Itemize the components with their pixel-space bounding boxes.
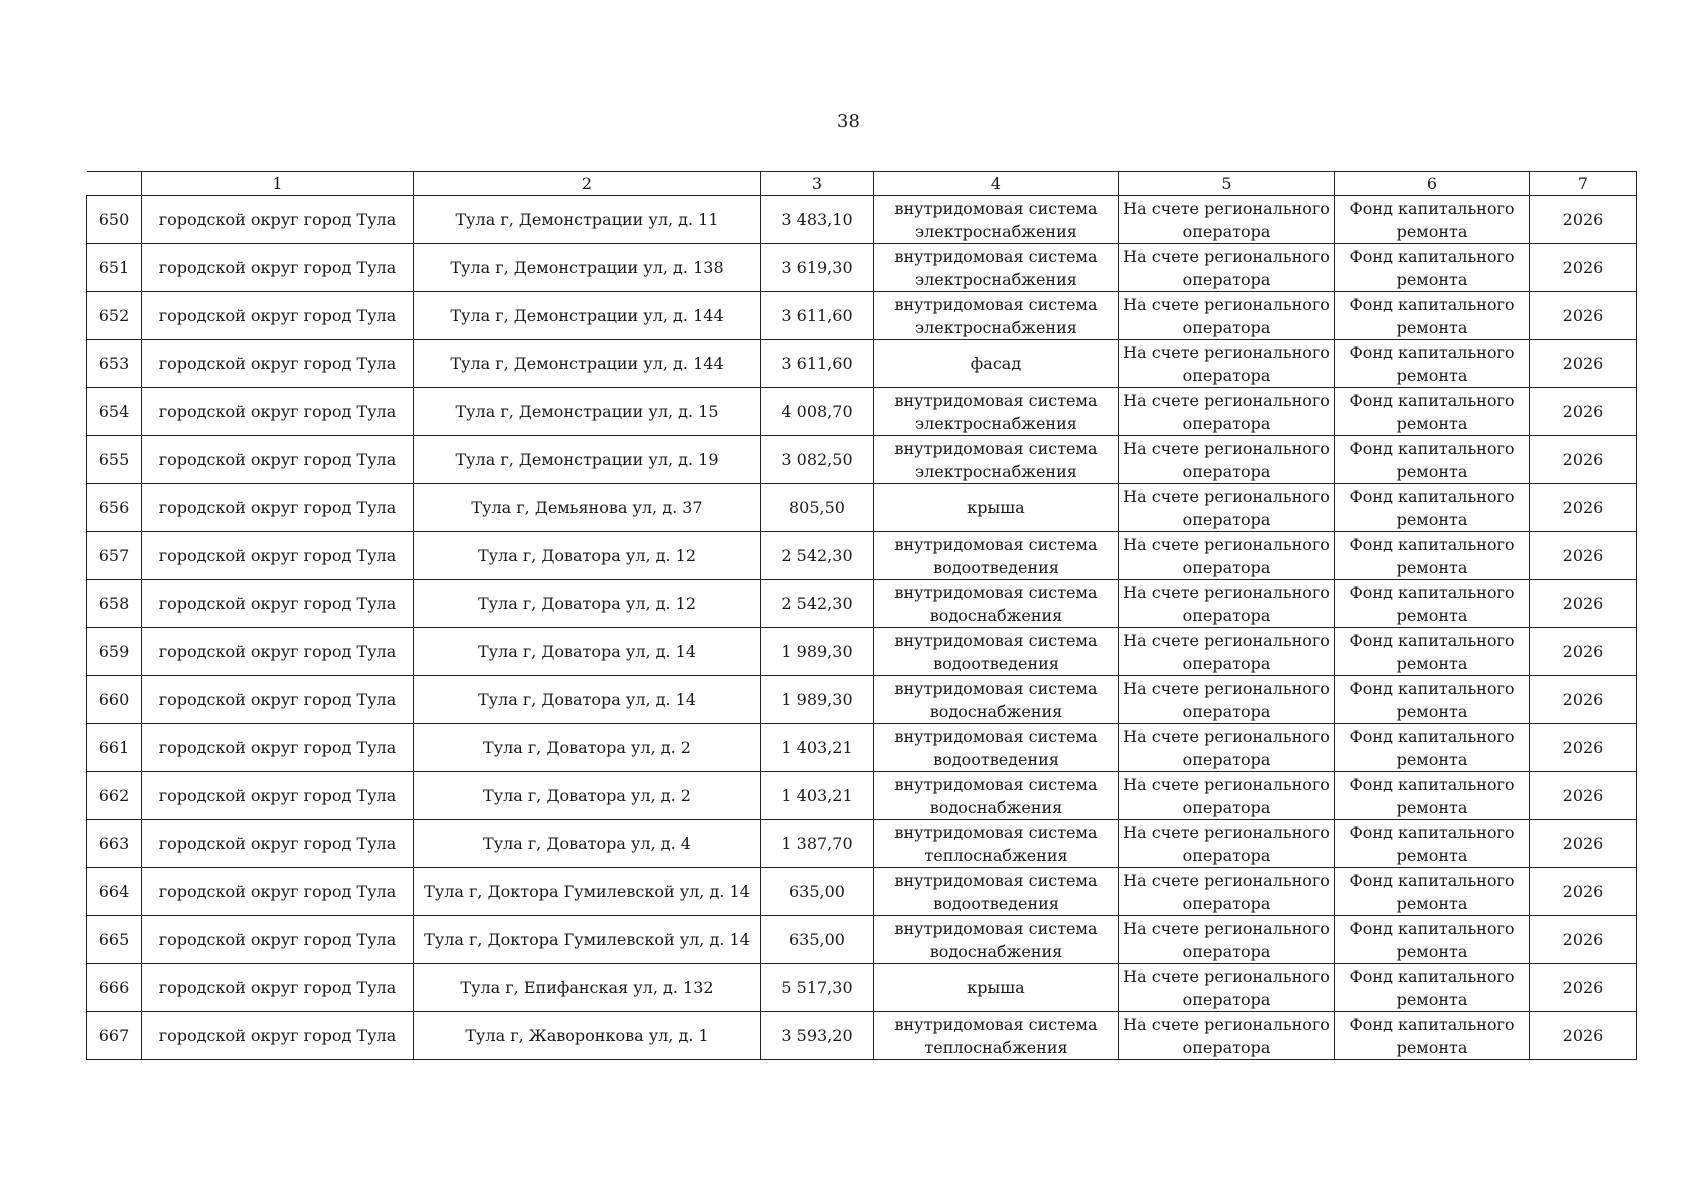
account-cell: На счете регионального оператора	[1119, 532, 1335, 580]
account-cell: На счете регионального оператора	[1119, 676, 1335, 724]
table-row	[87, 772, 1637, 820]
address-cell: Тула г, Доктора Гумилевской ул, д. 14	[414, 916, 761, 964]
funding-source-cell: Фонд капитального ремонта	[1335, 484, 1530, 532]
table-row	[87, 676, 1637, 724]
repair-element-cell: внутридомовая система водоотведения	[874, 724, 1119, 772]
repair-element-cell: внутридомовая система водоснабжения	[874, 772, 1119, 820]
area-cell: 635,00	[761, 868, 874, 916]
address-cell: Тула г, Доватора ул, д. 12	[414, 580, 761, 628]
municipality-cell: городской округ город Тула	[142, 388, 414, 436]
table-row	[87, 340, 1637, 388]
area-cell: 3 611,60	[761, 340, 874, 388]
year-cell: 2026	[1530, 724, 1637, 772]
column-header-blank	[87, 172, 142, 196]
address-cell: Тула г, Демонстрации ул, д. 144	[414, 292, 761, 340]
row-number-cell: 666	[87, 964, 142, 1012]
repair-element-cell: внутридомовая система водоотведения	[874, 628, 1119, 676]
year-cell: 2026	[1530, 868, 1637, 916]
year-cell: 2026	[1530, 916, 1637, 964]
address-cell: Тула г, Демонстрации ул, д. 144	[414, 340, 761, 388]
account-cell: На счете регионального оператора	[1119, 580, 1335, 628]
year-cell: 2026	[1530, 1012, 1637, 1060]
address-cell: Тула г, Жаворонкова ул, д. 1	[414, 1012, 761, 1060]
column-header-1: 1	[142, 172, 414, 196]
row-number-cell: 659	[87, 628, 142, 676]
repair-element-cell: внутридомовая система электроснабжения	[874, 292, 1119, 340]
repair-element-cell: внутридомовая система теплоснабжения	[874, 820, 1119, 868]
column-header-2: 2	[414, 172, 761, 196]
funding-source-cell: Фонд капитального ремонта	[1335, 820, 1530, 868]
address-cell: Тула г, Доватора ул, д. 14	[414, 628, 761, 676]
table-row	[87, 916, 1637, 964]
table-row	[87, 628, 1637, 676]
repair-element-cell: крыша	[874, 964, 1119, 1012]
row-number-cell: 651	[87, 244, 142, 292]
repair-element-cell: внутридомовая система электроснабжения	[874, 196, 1119, 244]
row-number-cell: 665	[87, 916, 142, 964]
address-cell: Тула г, Доватора ул, д. 12	[414, 532, 761, 580]
repair-element-cell: внутридомовая система электроснабжения	[874, 244, 1119, 292]
table-row	[87, 964, 1637, 1012]
row-number-cell: 654	[87, 388, 142, 436]
table-row	[87, 292, 1637, 340]
funding-source-cell: Фонд капитального ремонта	[1335, 628, 1530, 676]
table-row	[87, 484, 1637, 532]
year-cell: 2026	[1530, 196, 1637, 244]
year-cell: 2026	[1530, 820, 1637, 868]
repair-element-cell: фасад	[874, 340, 1119, 388]
repair-element-cell: внутридомовая система водоотведения	[874, 868, 1119, 916]
column-header-7: 7	[1530, 172, 1637, 196]
account-cell: На счете регионального оператора	[1119, 964, 1335, 1012]
registry-table	[86, 171, 1637, 1060]
table-row	[87, 868, 1637, 916]
municipality-cell: городской округ город Тула	[142, 532, 414, 580]
area-cell: 1 403,21	[761, 772, 874, 820]
municipality-cell: городской округ город Тула	[142, 1012, 414, 1060]
municipality-cell: городской округ город Тула	[142, 484, 414, 532]
address-cell: Тула г, Епифанская ул, д. 132	[414, 964, 761, 1012]
area-cell: 1 989,30	[761, 628, 874, 676]
account-cell: На счете регионального оператора	[1119, 1012, 1335, 1060]
funding-source-cell: Фонд капитального ремонта	[1335, 964, 1530, 1012]
year-cell: 2026	[1530, 580, 1637, 628]
year-cell: 2026	[1530, 292, 1637, 340]
municipality-cell: городской округ город Тула	[142, 868, 414, 916]
account-cell: На счете регионального оператора	[1119, 244, 1335, 292]
table-row	[87, 580, 1637, 628]
year-cell: 2026	[1530, 436, 1637, 484]
address-cell: Тула г, Демьянова ул, д. 37	[414, 484, 761, 532]
repair-element-cell: крыша	[874, 484, 1119, 532]
table-row	[87, 436, 1637, 484]
year-cell: 2026	[1530, 532, 1637, 580]
address-cell: Тула г, Доватора ул, д. 4	[414, 820, 761, 868]
municipality-cell: городской округ город Тула	[142, 292, 414, 340]
address-cell: Тула г, Доватора ул, д. 14	[414, 676, 761, 724]
area-cell: 3 483,10	[761, 196, 874, 244]
row-number-cell: 652	[87, 292, 142, 340]
account-cell: На счете регионального оператора	[1119, 292, 1335, 340]
column-number-header-row	[87, 172, 1637, 196]
area-cell: 2 542,30	[761, 532, 874, 580]
funding-source-cell: Фонд капитального ремонта	[1335, 580, 1530, 628]
year-cell: 2026	[1530, 388, 1637, 436]
funding-source-cell: Фонд капитального ремонта	[1335, 916, 1530, 964]
table-row	[87, 196, 1637, 244]
municipality-cell: городской округ город Тула	[142, 676, 414, 724]
funding-source-cell: Фонд капитального ремонта	[1335, 772, 1530, 820]
repair-element-cell: внутридомовая система водоотведения	[874, 532, 1119, 580]
repair-element-cell: внутридомовая система водоснабжения	[874, 916, 1119, 964]
row-number-cell: 658	[87, 580, 142, 628]
column-header-6: 6	[1335, 172, 1530, 196]
area-cell: 3 593,20	[761, 1012, 874, 1060]
area-cell: 3 611,60	[761, 292, 874, 340]
area-cell: 1 989,30	[761, 676, 874, 724]
row-number-cell: 653	[87, 340, 142, 388]
row-number-cell: 667	[87, 1012, 142, 1060]
funding-source-cell: Фонд капитального ремонта	[1335, 196, 1530, 244]
municipality-cell: городской округ город Тула	[142, 196, 414, 244]
account-cell: На счете регионального оператора	[1119, 436, 1335, 484]
repair-element-cell: внутридомовая система водоснабжения	[874, 676, 1119, 724]
page-number: 38	[837, 111, 860, 132]
table-row	[87, 820, 1637, 868]
year-cell: 2026	[1530, 676, 1637, 724]
municipality-cell: городской округ город Тула	[142, 916, 414, 964]
area-cell: 635,00	[761, 916, 874, 964]
municipality-cell: городской округ город Тула	[142, 820, 414, 868]
account-cell: На счете регионального оператора	[1119, 388, 1335, 436]
repair-element-cell: внутридомовая система электроснабжения	[874, 388, 1119, 436]
row-number-cell: 661	[87, 724, 142, 772]
account-cell: На счете регионального оператора	[1119, 196, 1335, 244]
address-cell: Тула г, Доватора ул, д. 2	[414, 724, 761, 772]
account-cell: На счете регионального оператора	[1119, 772, 1335, 820]
row-number-cell: 655	[87, 436, 142, 484]
area-cell: 3 619,30	[761, 244, 874, 292]
row-number-cell: 662	[87, 772, 142, 820]
area-cell: 4 008,70	[761, 388, 874, 436]
address-cell: Тула г, Демонстрации ул, д. 19	[414, 436, 761, 484]
row-number-cell: 657	[87, 532, 142, 580]
municipality-cell: городской округ город Тула	[142, 964, 414, 1012]
municipality-cell: городской округ город Тула	[142, 772, 414, 820]
year-cell: 2026	[1530, 772, 1637, 820]
funding-source-cell: Фонд капитального ремонта	[1335, 724, 1530, 772]
account-cell: На счете регионального оператора	[1119, 820, 1335, 868]
table-row	[87, 1012, 1637, 1060]
year-cell: 2026	[1530, 964, 1637, 1012]
row-number-cell: 650	[87, 196, 142, 244]
funding-source-cell: Фонд капитального ремонта	[1335, 292, 1530, 340]
area-cell: 2 542,30	[761, 580, 874, 628]
address-cell: Тула г, Демонстрации ул, д. 15	[414, 388, 761, 436]
account-cell: На счете регионального оператора	[1119, 484, 1335, 532]
account-cell: На счете регионального оператора	[1119, 916, 1335, 964]
address-cell: Тула г, Доктора Гумилевской ул, д. 14	[414, 868, 761, 916]
address-cell: Тула г, Доватора ул, д. 2	[414, 772, 761, 820]
year-cell: 2026	[1530, 244, 1637, 292]
year-cell: 2026	[1530, 628, 1637, 676]
funding-source-cell: Фонд капитального ремонта	[1335, 676, 1530, 724]
row-number-cell: 660	[87, 676, 142, 724]
repair-element-cell: внутридомовая система электроснабжения	[874, 436, 1119, 484]
municipality-cell: городской округ город Тула	[142, 580, 414, 628]
account-cell: На счете регионального оператора	[1119, 868, 1335, 916]
municipality-cell: городской округ город Тула	[142, 340, 414, 388]
year-cell: 2026	[1530, 484, 1637, 532]
table-row	[87, 724, 1637, 772]
municipality-cell: городской округ город Тула	[142, 436, 414, 484]
repair-element-cell: внутридомовая система водоснабжения	[874, 580, 1119, 628]
column-header-3: 3	[761, 172, 874, 196]
row-number-cell: 663	[87, 820, 142, 868]
account-cell: На счете регионального оператора	[1119, 628, 1335, 676]
repair-element-cell: внутридомовая система теплоснабжения	[874, 1012, 1119, 1060]
funding-source-cell: Фонд капитального ремонта	[1335, 388, 1530, 436]
row-number-cell: 664	[87, 868, 142, 916]
year-cell: 2026	[1530, 340, 1637, 388]
column-header-4: 4	[874, 172, 1119, 196]
table-body	[87, 196, 1637, 1060]
municipality-cell: городской округ город Тула	[142, 628, 414, 676]
table-row	[87, 388, 1637, 436]
municipality-cell: городской округ город Тула	[142, 724, 414, 772]
funding-source-cell: Фонд капитального ремонта	[1335, 532, 1530, 580]
area-cell: 3 082,50	[761, 436, 874, 484]
address-cell: Тула г, Демонстрации ул, д. 11	[414, 196, 761, 244]
municipality-cell: городской округ город Тула	[142, 244, 414, 292]
area-cell: 1 387,70	[761, 820, 874, 868]
area-cell: 805,50	[761, 484, 874, 532]
column-header-5: 5	[1119, 172, 1335, 196]
funding-source-cell: Фонд капитального ремонта	[1335, 436, 1530, 484]
account-cell: На счете регионального оператора	[1119, 724, 1335, 772]
funding-source-cell: Фонд капитального ремонта	[1335, 868, 1530, 916]
row-number-cell: 656	[87, 484, 142, 532]
account-cell: На счете регионального оператора	[1119, 340, 1335, 388]
area-cell: 5 517,30	[761, 964, 874, 1012]
funding-source-cell: Фонд капитального ремонта	[1335, 1012, 1530, 1060]
funding-source-cell: Фонд капитального ремонта	[1335, 244, 1530, 292]
funding-source-cell: Фонд капитального ремонта	[1335, 340, 1530, 388]
address-cell: Тула г, Демонстрации ул, д. 138	[414, 244, 761, 292]
area-cell: 1 403,21	[761, 724, 874, 772]
table-row	[87, 244, 1637, 292]
table-row	[87, 532, 1637, 580]
